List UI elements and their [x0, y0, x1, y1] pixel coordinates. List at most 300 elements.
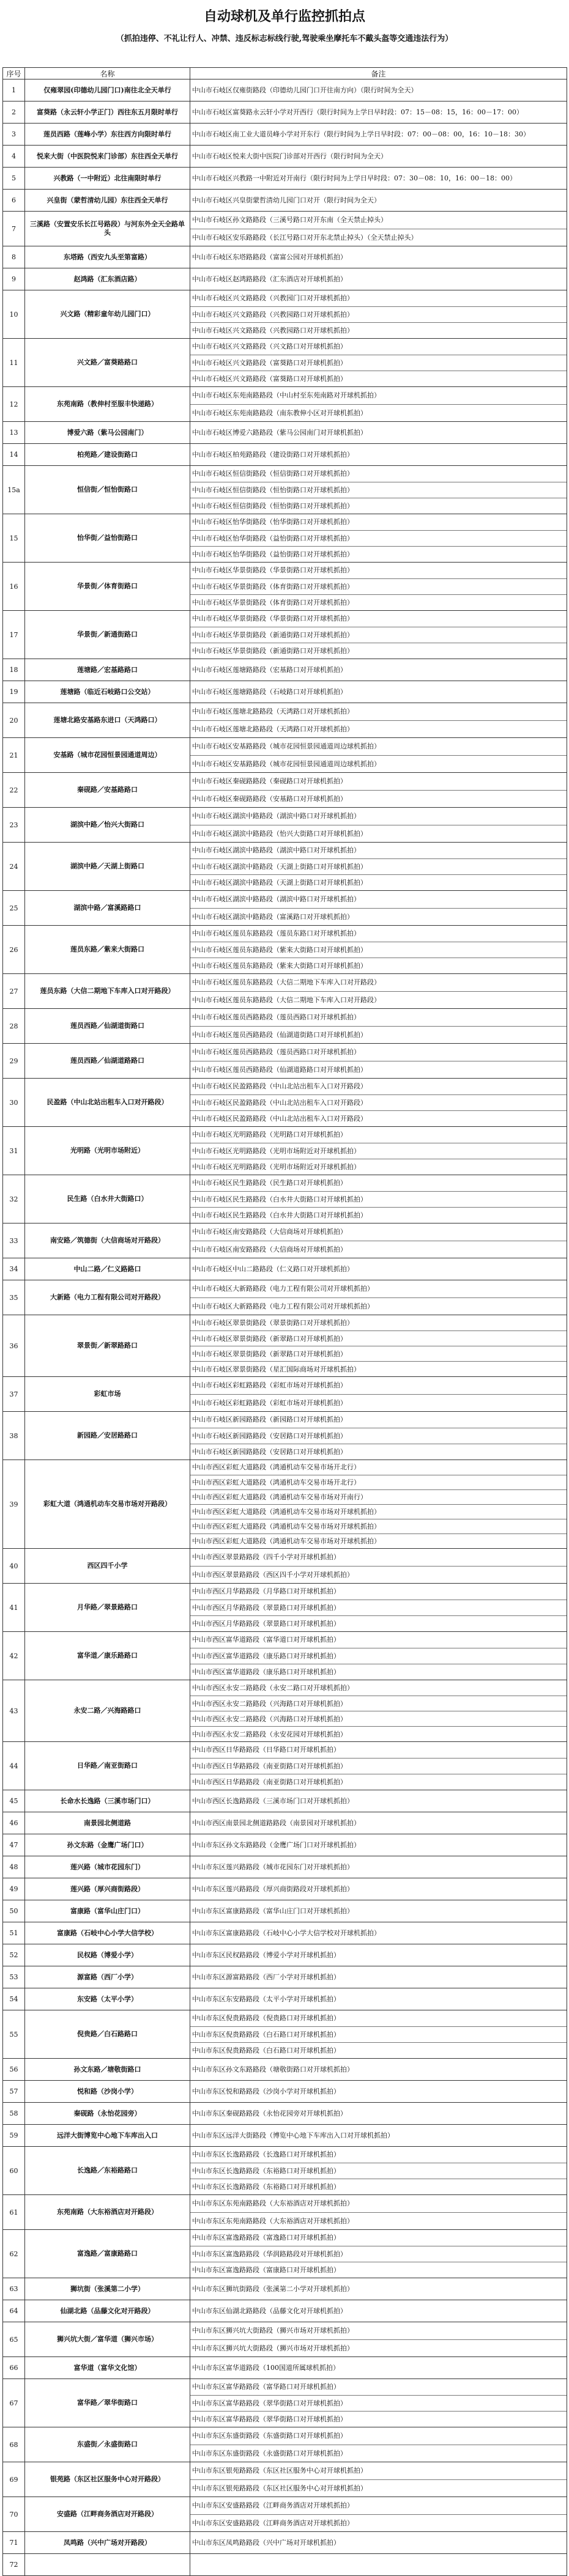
- row-note-line: 中山市东区倪贵路路段（白石路口对开球机抓拍）: [190, 2042, 567, 2058]
- row-index: 9: [3, 268, 25, 290]
- row-note-line: 中山市石岐区民生路路段（白水井大街路口对开球机抓拍）: [190, 1207, 567, 1223]
- row-location-name: 狮兴坑大街／富华道（狮兴市场）: [25, 2322, 190, 2357]
- row-index: 38: [3, 1412, 25, 1460]
- row-location-name: 长命水长逸路（三溪市场门口）: [25, 1790, 190, 1812]
- row-index: 57: [3, 2081, 25, 2103]
- row-location-name: 莲员东路（大信二期地下车库入口对开路段）: [25, 974, 190, 1009]
- row-notes: [190, 212, 567, 246]
- row-location-name: 凤鸣路（兴中广场对开路段）: [25, 2532, 190, 2554]
- row-location-name: 长逸路／东裕路路口: [25, 2147, 190, 2195]
- row-note-line: 中山市石岐区新园路路段（新园路口对开球机抓拍）: [192, 1415, 347, 1423]
- row-note-line: 中山市石岐区翠景街路段（新翠路口对开球机抓拍）: [190, 1330, 567, 1346]
- row-location-name: 倪贵路／白石路路口: [25, 2010, 190, 2059]
- row-location-name: 源富路（西厂小学）: [25, 1966, 190, 1988]
- row-note-line: 中山市石岐区兴文路路段（富葵路口对开球机抓拍）: [190, 371, 567, 386]
- table-row: [3, 1175, 567, 1223]
- table-row: [3, 2230, 567, 2278]
- row-notes: [190, 387, 567, 422]
- row-notes: [190, 1922, 567, 1944]
- row-location-name: 东苑南路（教伸村至服丰快递路）: [25, 387, 190, 422]
- row-index: 22: [3, 773, 25, 808]
- row-notes: [190, 2497, 567, 2532]
- row-note-line: 中山市西区彩虹大道路段（鸿通机动车交易市场对开球机抓拍）: [190, 1533, 567, 1548]
- table-row: [3, 1878, 567, 1900]
- row-note-line: 中山市东区秦砚路路段（永怡花园旁对开球机抓拍）: [192, 2109, 347, 2117]
- row-notes: [190, 926, 567, 974]
- row-notes: [190, 1412, 567, 1460]
- row-note-line: 中山市东区富逸路路段（华润路路段对开球机抓拍）: [190, 2246, 567, 2262]
- row-notes: [190, 1742, 567, 1790]
- row-location-name: 富康路（石岐中心小学大信学校）: [25, 1922, 190, 1944]
- row-location-name: 秦砚路／安基路路口: [25, 773, 190, 808]
- row-location-name: 彩虹大道（鸿通机动车交易市场对开路段）: [25, 1460, 190, 1549]
- row-note-line: 中山市石岐区莲员东路路段（大信二期地下车库入口对开路段）: [190, 991, 567, 1008]
- row-location-name: 民盈路（中山北站出租车入口对开路段）: [25, 1079, 190, 1127]
- row-location-name: 仅雍翠园(印德幼儿园门口)南往北全天单行: [25, 79, 190, 101]
- table-row: [3, 1377, 567, 1412]
- row-notes: [190, 168, 567, 190]
- row-index: 70: [3, 2497, 25, 2532]
- row-notes: [190, 808, 567, 843]
- table-row: [3, 124, 567, 146]
- row-index: 60: [3, 2147, 25, 2195]
- row-notes: [190, 2462, 567, 2497]
- row-notes: [190, 2379, 567, 2427]
- row-location-name: 富康路（富华山庄门口）: [25, 1900, 190, 1922]
- row-location-name: 东塔路（西安九头至第富路）: [25, 246, 190, 268]
- row-location-name: 莲员西路（莲峰小学）东往西方向限时单行: [25, 124, 190, 146]
- table-row: [3, 659, 567, 681]
- row-location-name: 彩虹市场: [25, 1377, 190, 1412]
- row-note-line: 中山市石岐区光明路路段（光明路口对开球机抓拍）: [192, 1131, 347, 1139]
- row-index: 15: [3, 514, 25, 563]
- table-row: [3, 926, 567, 974]
- row-index: 55: [3, 2010, 25, 2059]
- row-note-line: 中山市东区东盛街路段（东盛街路口对开球机抓拍）: [192, 2432, 347, 2440]
- row-location-name: 莲塘路／宏基路路口: [25, 659, 190, 681]
- table-row: [3, 563, 567, 611]
- row-notes: [190, 444, 567, 466]
- row-notes: [190, 190, 567, 212]
- table-row: [3, 444, 567, 466]
- row-note-line: 中山市石岐区翠景街路段（翠景街路口对开球机抓拍）: [192, 1319, 354, 1327]
- row-location-name: 新园路／安居路路口: [25, 1412, 190, 1460]
- row-index: 58: [3, 2103, 25, 2125]
- row-note-line: 中山市东区仙湖北路路段（品藤文化对开球机抓拍）: [192, 2307, 347, 2315]
- row-note-line: 中山市东区富逸路路段（富逸路口对开球机抓拍）: [192, 2234, 340, 2242]
- row-note-line: 中山市西区彩虹大道路段（鸿通机动车交易市场对开球机抓拍）: [190, 1504, 567, 1519]
- row-location-name: 南景园北侧道路: [25, 1812, 190, 1834]
- row-note-line: 中山市石岐区东苑南路路段（中山村至东苑南路对开球机抓拍）: [192, 391, 381, 399]
- row-note-line: 中山市石岐区湖滨中路路段（天湖上街路口对开球机抓拍）: [190, 858, 567, 874]
- table-row: [3, 146, 567, 168]
- row-location-name: 博爱六路（紫马公园南门）: [25, 422, 190, 444]
- table-row: [3, 387, 567, 422]
- row-notes: [190, 891, 567, 926]
- row-index: 40: [3, 1549, 25, 1584]
- row-note-line: 中山市西区月华路路段（翠景路口对开球机抓拍）: [190, 1600, 567, 1615]
- row-location-name: 富华道（富华文化馆）: [25, 2357, 190, 2379]
- row-notes: [190, 1966, 567, 1988]
- row-notes: [190, 1079, 567, 1127]
- row-note-line: 中山市西区彩虹大道路段（鸿通机动车交易市场对开球机抓拍）: [190, 1519, 567, 1533]
- row-notes: [190, 703, 567, 738]
- row-location-name: 西区四千小学: [25, 1549, 190, 1584]
- row-note-line: 中山市石岐区华景街路段（新通街路口对开球机抓拍）: [190, 643, 567, 659]
- row-note-line: 中山市西区日华路路段（南亚街路口对开球机抓拍）: [190, 1758, 567, 1774]
- row-index: 48: [3, 1856, 25, 1878]
- table-row: [3, 212, 567, 246]
- row-note-line: 中山市石岐区湖滨中路路段（湖滨中路口对开球机抓拍）: [192, 812, 360, 820]
- row-notes: [190, 1258, 567, 1280]
- row-notes: [190, 773, 567, 808]
- row-notes: [190, 2427, 567, 2462]
- row-index: 6: [3, 190, 25, 212]
- row-note-line: 中山市东区富华道路段（100国道所属球机抓拍）: [192, 2364, 340, 2372]
- row-note-line: 中山市西区富华道路段（康乐路口对开球机抓拍）: [190, 1648, 567, 1664]
- table-header-row: [3, 68, 567, 79]
- row-note-line: 中山市石岐区湖滨中路路段（怡兴大街路口对开球机抓拍）: [190, 825, 567, 842]
- table-row: [3, 1856, 567, 1878]
- row-note-line: 中山市石岐区恒信街路段（恒怡街路口对开球机抓拍）: [190, 498, 567, 514]
- row-note-line: 中山市东区富华路路段（富华路口对开球机抓拍）: [192, 2383, 340, 2391]
- row-note-line: 中山市石岐区莲塘路路段（宏基路口对开球机抓拍）: [192, 666, 347, 674]
- table-row: [3, 1632, 567, 1680]
- row-location-name: 仙湖北路（品藤文化对开路段）: [25, 2300, 190, 2322]
- row-location-name: 永安二路／兴海路路口: [25, 1680, 190, 1742]
- row-location-name: 孙文东路／塘敬街路口: [25, 2059, 190, 2081]
- row-note-line: 中山市石岐区兴文路路段（兴教园门口对开球机抓拍）: [192, 294, 354, 302]
- row-note-line: 中山市石岐区大新路路段（电力工程有限公司对开球机抓拍）: [190, 1297, 567, 1315]
- table-row: [3, 773, 567, 808]
- row-notes: [190, 1680, 567, 1742]
- row-location-name: 华景街／体育街路口: [25, 563, 190, 611]
- row-note-line: 中山市东区富康路路段（石岐中心小学大信学校对开球机抓拍）: [192, 1929, 381, 1937]
- row-notes: [190, 1632, 567, 1680]
- row-location-name: 富葵路（永云轩小学正门）西往东五月限时单行: [25, 101, 190, 124]
- table-row: [3, 2554, 567, 2576]
- table-row: [3, 2125, 567, 2147]
- row-note-line: 中山市东区源富路路段（西厂小学对开球机抓拍）: [192, 1973, 340, 1981]
- table-row: [3, 2081, 567, 2103]
- table-row: [3, 703, 567, 738]
- row-note-line: 中山市东区莲兴路路段（厚兴商街路段对开球机抓拍）: [192, 1885, 354, 1893]
- row-note-line: 中山市东区富华路路段（翠华街路口对开球机抓拍）: [190, 2395, 567, 2411]
- row-note-line: 中山市东区长逸路路段（东裕路口对开球机抓拍）: [190, 2163, 567, 2179]
- row-index: 72: [3, 2554, 25, 2576]
- row-index: 42: [3, 1632, 25, 1680]
- table-row: [3, 168, 567, 190]
- row-note-line: 中山市石岐区富葵路永云轩小学对开西行（限行时间为上学日早时段：07：15－08：15，16：00－17：00）: [192, 108, 523, 116]
- row-note-line: 中山市石岐区怡华街路段（益怡街路口对开球机抓拍）: [190, 546, 567, 562]
- row-index: 30: [3, 1079, 25, 1127]
- row-note-line: 中山市石岐区怡华街路段（怡华街路口对开球机抓拍）: [192, 518, 354, 526]
- table-row: [3, 1742, 567, 1790]
- row-location-name: 南安路／筑德街（大信商场对开路段）: [25, 1223, 190, 1258]
- table-row: [3, 1988, 567, 2010]
- row-index: 67: [3, 2379, 25, 2427]
- row-index: 17: [3, 611, 25, 659]
- row-index: 13: [3, 422, 25, 444]
- row-notes: [190, 466, 567, 514]
- row-location-name: 安盛路（江畔商务酒店对开路段）: [25, 2497, 190, 2532]
- table-row: [3, 2300, 567, 2322]
- row-note-line: 中山市石岐区兴文路路段（富葵路口对开球机抓拍）: [190, 355, 567, 371]
- row-note-line: 中山市石岐区湖滨中路路段（富溪路口对开球机抓拍）: [190, 908, 567, 925]
- row-index: 62: [3, 2230, 25, 2278]
- row-index: 59: [3, 2125, 25, 2147]
- row-index: 18: [3, 659, 25, 681]
- row-note-line: 中山市东区倪贵路路段（倪贵路口对开球机抓拍）: [192, 2014, 340, 2022]
- table-row: [3, 1412, 567, 1460]
- row-note-line: 中山市西区富华道路段（康乐路口对开球机抓拍）: [190, 1664, 567, 1680]
- row-index: 45: [3, 1790, 25, 1812]
- table-row: [3, 1315, 567, 1377]
- row-location-name: 安基路（城市花园恒景园通道周边）: [25, 738, 190, 773]
- row-notes: [190, 246, 567, 268]
- row-note-line: 中山市石岐区兴文路路段（兴教园路口对开球机抓拍）: [190, 306, 567, 322]
- row-note-line: 中山市东区倪贵路路段（白石路口对开球机抓拍）: [190, 2026, 567, 2042]
- row-note-line: 中山市东区孙文东路路段（塘敬街路口对开球机抓拍）: [192, 2065, 354, 2073]
- row-note-line: 中山市石岐区民生路路段（白水井大街路口对开球机抓拍）: [190, 1191, 567, 1207]
- row-location-name: 莲员西路／仙湖道街路口: [25, 1009, 190, 1044]
- row-note-line: 中山市西区月华路路段（月华路口对开球机抓拍）: [192, 1587, 340, 1595]
- header-name: 名称: [25, 68, 190, 79]
- row-index: 2: [3, 101, 25, 124]
- row-index: 39: [3, 1460, 25, 1549]
- row-index: 69: [3, 2462, 25, 2497]
- row-note-line: 中山市石岐区南工业大道员峰小学对开东行（限行时间为上学日早时段：07：00－08：00，16：10－18：30）: [192, 130, 530, 138]
- row-location-name: 民权路（博爱小学）: [25, 1944, 190, 1966]
- row-note-line: 中山市石岐区莲员西路路段（仙湖道路路口对开球机抓拍）: [190, 1061, 567, 1078]
- table-row: [3, 1009, 567, 1044]
- row-location-name: 日华路／南亚街路口: [25, 1742, 190, 1790]
- row-location-name: 怡华街／益怡街路口: [25, 514, 190, 563]
- row-location-name: 莲员西路／仙湖道路路口: [25, 1044, 190, 1079]
- row-note-line: 中山市西区翠景路路段（四千小学对开球机抓拍）: [192, 1553, 340, 1561]
- table-row: [3, 891, 567, 926]
- row-index: 63: [3, 2278, 25, 2300]
- table-row: [3, 1922, 567, 1944]
- table-row: [3, 422, 567, 444]
- row-notes: [190, 1175, 567, 1223]
- row-note-line: 中山市西区永安二路路段（永安二路口对开球机抓拍）: [192, 1684, 354, 1692]
- table-row: [3, 1127, 567, 1175]
- row-notes: [190, 1009, 567, 1044]
- table-row: [3, 1280, 567, 1315]
- row-note-line: 中山市西区富华道路段（富华道口对开球机抓拍）: [192, 1636, 340, 1644]
- row-index: 41: [3, 1584, 25, 1632]
- row-location-name: 莲员东路／紫来大街路口: [25, 926, 190, 974]
- row-index: 52: [3, 1944, 25, 1966]
- row-index: 15a: [3, 466, 25, 514]
- row-index: 31: [3, 1127, 25, 1175]
- row-notes: [190, 738, 567, 773]
- row-note-line: 中山市石岐区湖滨中路路段（天湖上街路口对开球机抓拍）: [190, 874, 567, 890]
- row-index: 27: [3, 974, 25, 1009]
- row-note-line: 中山市石岐区秦砚路路段（安基路口对开球机抓拍）: [190, 790, 567, 807]
- header-notes: 备注: [190, 68, 567, 79]
- table-row: [3, 2195, 567, 2230]
- row-location-name: 大新路（电力工程有限公司对开路段）: [25, 1280, 190, 1315]
- row-note-line: 中山市西区长逸路路段（三溪市场门口对开球机抓拍）: [192, 1797, 354, 1805]
- table-row: [3, 1584, 567, 1632]
- table-row: [3, 79, 567, 101]
- row-note-line: 中山市石岐区民盈路路段（中山北站出租车入口对开路段）: [190, 1110, 567, 1126]
- table-row: [3, 1900, 567, 1922]
- table-row: [3, 1258, 567, 1280]
- row-index: 14: [3, 444, 25, 466]
- row-location-name: 兴文路／富葵路路口: [25, 339, 190, 387]
- row-note-line: 中山市西区永安二路路段（兴海路口对开球机抓拍）: [190, 1696, 567, 1711]
- row-location-name: [25, 2554, 190, 2576]
- row-note-line: 中山市东区东苑南路路段（大东裕酒店对开球机抓拍）: [190, 2212, 567, 2229]
- row-notes: [190, 1127, 567, 1175]
- row-notes: [190, 2300, 567, 2322]
- row-note-line: 中山市东区狮兴坑大街路段（狮兴市场对开球机抓拍）: [192, 2327, 354, 2334]
- row-note-line: 中山市石岐区莲员东路路段（莲员东路口对开球机抓拍）: [192, 929, 360, 937]
- row-notes: [190, 1584, 567, 1632]
- row-note-line: 中山市石岐区南安路路段（大信商场对开球机抓拍）: [190, 1241, 567, 1258]
- row-note-line: 中山市石岐区莲员西路路段（仙湖道街路口对开球机抓拍）: [190, 1026, 567, 1043]
- row-note-line: 中山市东区银苑路路段（东区社区服务中心对开球机抓拍）: [192, 2467, 367, 2475]
- row-location-name: 民生路（白水井大街路口）: [25, 1175, 190, 1223]
- row-location-name: 月华路／翠景路路口: [25, 1584, 190, 1632]
- row-index: 34: [3, 1258, 25, 1280]
- table-row: [3, 1680, 567, 1742]
- row-note-line: 中山市石岐区光明路路段（光明市场附近对开球机抓拍）: [190, 1159, 567, 1175]
- row-note-line: 中山市东区长逸路路段（长逸路口对开球机抓拍）: [192, 2150, 340, 2158]
- row-note-line: 中山市西区南景园北侧道路路段（南景园对开球机抓拍）: [192, 1819, 360, 1827]
- row-index: 50: [3, 1900, 25, 1922]
- row-location-name: 富华路／翠华街路口: [25, 2379, 190, 2427]
- row-note-line: 中山市石岐区湖滨中路路段（湖滨中路口对开球机抓拍）: [192, 895, 360, 903]
- row-location-name: 莲塘北路安基路东进口（天鸿路口）: [25, 703, 190, 738]
- row-index: 44: [3, 1742, 25, 1790]
- document-title: 自动球机及单行监控抓拍点: [203, 9, 365, 24]
- row-index: 33: [3, 1223, 25, 1258]
- row-index: 16: [3, 563, 25, 611]
- row-note-line: 中山市石岐区莲塘北路路段（天鸿路口对开球机抓拍）: [190, 720, 567, 737]
- row-note-line: 中山市石岐区中山二路路段（仁义路口对开球机抓拍）: [192, 1265, 354, 1273]
- row-note-line: 中山市东区狮坑街路段（张溪第二小学对开球机抓拍）: [192, 2285, 354, 2293]
- row-note-line: 中山市东区银苑路路段（东区社区服务中心对开球机抓拍）: [190, 2479, 567, 2497]
- row-notes: [190, 1988, 567, 2010]
- row-location-name: 兴文路（精彩童年幼儿园门口）: [25, 290, 190, 339]
- table-row: [3, 681, 567, 703]
- row-notes: [190, 339, 567, 387]
- row-notes: [190, 1900, 567, 1922]
- row-index: 64: [3, 2300, 25, 2322]
- row-note-line: [190, 2554, 567, 2575]
- row-note-line: 中山市石岐区孙文路路段（三溪号路口对开东南（全天禁止掉头）: [192, 216, 387, 224]
- row-index: 4: [3, 146, 25, 168]
- row-location-name: 三溪路（安置安乐长江号路段）与河东外全天全路单头: [25, 212, 190, 246]
- row-note-line: 中山市石岐区东苑南路路段（南东教伸小区对开球机抓拍）: [190, 404, 567, 421]
- table-row: [3, 1834, 567, 1856]
- table-row: [3, 466, 567, 514]
- row-notes: [190, 659, 567, 681]
- row-index: 29: [3, 1044, 25, 1079]
- row-notes: [190, 1790, 567, 1812]
- row-notes: [190, 422, 567, 444]
- row-index: 47: [3, 1834, 25, 1856]
- table-row: [3, 1966, 567, 1988]
- table-row: [3, 1460, 567, 1549]
- row-location-name: 中山二路／仁义路路口: [25, 1258, 190, 1280]
- row-location-name: 悦来大街（中医院悦来门诊部）东往西全天单行: [25, 146, 190, 168]
- row-index: 23: [3, 808, 25, 843]
- row-note-line: 中山市东区东盛街路段（永盛街路口对开球机抓拍）: [190, 2445, 567, 2462]
- row-note-line: 中山市石岐区华景街路段（新通街路口对开球机抓拍）: [190, 627, 567, 643]
- row-notes: [190, 1377, 567, 1412]
- row-note-line: 中山市东区安盛路路段（江畔商务酒店对开球机抓拍）: [190, 2514, 567, 2531]
- row-location-name: 东苑南路（大东裕酒店对开路段）: [25, 2195, 190, 2230]
- row-notes: [190, 2103, 567, 2125]
- row-note-line: 中山市石岐区民盈路路段（中山北站出租车入口对开路段）: [190, 1094, 567, 1110]
- row-note-line: 中山市东区民权路路段（博爱小学对开球机抓拍）: [192, 1951, 340, 1959]
- row-notes: [190, 2147, 567, 2195]
- row-note-line: 中山市石岐区秦砚路路段（秦砚路口对开球机抓拍）: [192, 777, 347, 785]
- row-note-line: 中山市东区远洋大街路段（博览中心地下车库出入口对开球机抓拍）: [192, 2131, 394, 2139]
- row-notes: [190, 2278, 567, 2300]
- row-note-line: 中山市西区彩虹大道路段（鸿通机动车交易市场开北行）: [192, 1463, 360, 1471]
- row-notes: [190, 1223, 567, 1258]
- table-row: [3, 514, 567, 563]
- row-note-line: 中山市石岐区光明路路段（光明市场附近对开球机抓拍）: [190, 1143, 567, 1159]
- row-notes: [190, 2010, 567, 2059]
- row-index: 46: [3, 1812, 25, 1834]
- row-note-line: 中山市石岐区华景街路段（体育街路口对开球机抓拍）: [190, 578, 567, 594]
- table-row: [3, 843, 567, 891]
- row-note-line: 中山市石岐区莲员东路路段（紫来大街路口对开球机抓拍）: [190, 942, 567, 958]
- row-location-name: 远洋大街博览中心地下车库出入口: [25, 2125, 190, 2147]
- row-index: 68: [3, 2427, 25, 2462]
- table-row: [3, 246, 567, 268]
- table-row: [3, 2059, 567, 2081]
- row-note-line: 中山市东区东苑南路路段（大东裕酒店对开球机抓拍）: [192, 2199, 354, 2207]
- row-index: 20: [3, 703, 25, 738]
- row-index: 61: [3, 2195, 25, 2230]
- row-location-name: 莲兴路（厚兴商街路段）: [25, 1878, 190, 1900]
- row-note-line: 中山市东区长逸路路段（东裕路口对开球机抓拍）: [190, 2179, 567, 2194]
- table-row: [3, 2379, 567, 2427]
- table-row: [3, 2278, 567, 2300]
- row-notes: [190, 268, 567, 290]
- row-notes: [190, 1460, 567, 1549]
- row-location-name: 赵鸿路（汇东酒店路）: [25, 268, 190, 290]
- table-row: [3, 2322, 567, 2357]
- row-note-line: 中山市石岐区大新路路段（电力工程有限公司对开球机抓拍）: [192, 1285, 374, 1293]
- table-row: [3, 974, 567, 1009]
- row-note-line: 中山市石岐区民盈路路段（中山北站出租车入口对开路段）: [192, 1082, 367, 1090]
- row-note-line: 中山市石岐区兴文路路段（兴文路口对开球机抓拍）: [192, 342, 347, 350]
- row-location-name: 孙文东路（金鹰广场门口）: [25, 1834, 190, 1856]
- row-location-name: 湖滨中路／怡兴大街路口: [25, 808, 190, 843]
- row-note-line: 中山市石岐区安乐路路段（长江号路口对开东北禁止掉头）（全天禁止掉头）: [190, 229, 567, 246]
- row-note-line: 中山市西区彩虹大道路段（鸿通机动车交易市场对开南行）: [190, 1489, 567, 1504]
- row-note-line: 中山市西区彩虹大道路段（鸿通机动车交易市场开北行）: [190, 1475, 567, 1489]
- row-index: 32: [3, 1175, 25, 1223]
- row-notes: [190, 681, 567, 703]
- row-index: 51: [3, 1922, 25, 1944]
- row-notes: [190, 2125, 567, 2147]
- row-index: 66: [3, 2357, 25, 2379]
- row-note-line: 中山市石岐区兴文路路段（兴教园路口对开球机抓拍）: [190, 322, 567, 338]
- row-notes: [190, 1812, 567, 1834]
- table-row: [3, 2532, 567, 2554]
- table-row: [3, 611, 567, 659]
